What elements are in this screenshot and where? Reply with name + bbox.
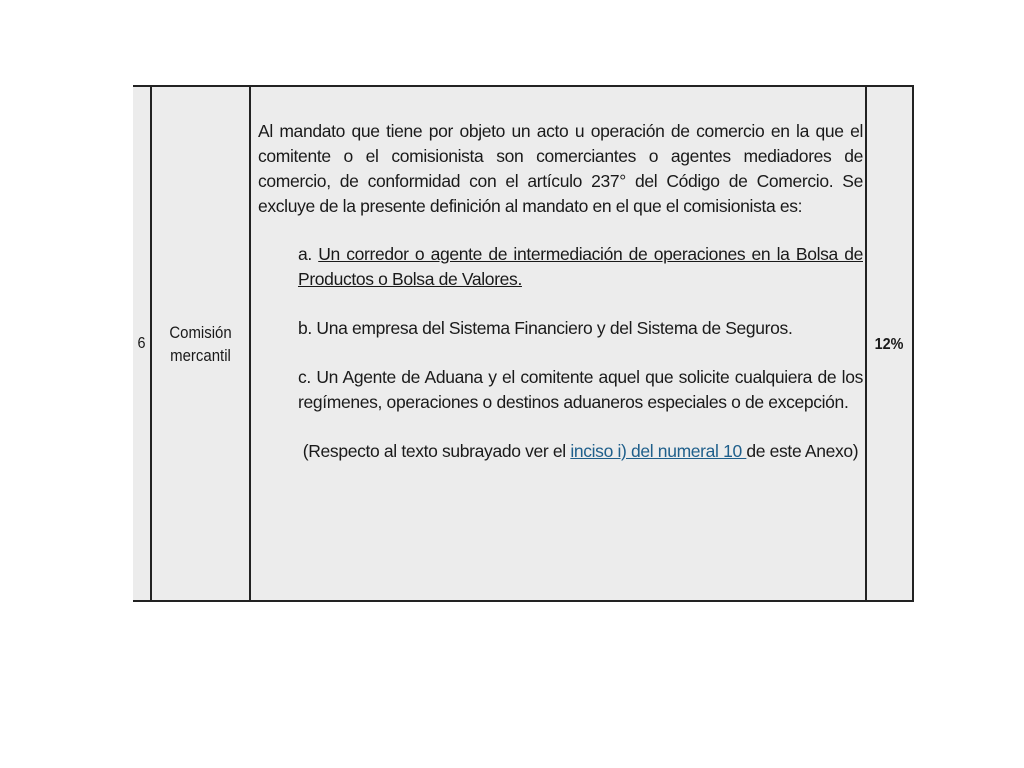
row-number: 6: [137, 334, 146, 352]
description-intro: Al mandato que tiene por objeto un acto u operación de comercio en la que el comitente o el comisionista son comerciantes o agentes mediadores de comercio, de conformidad con el artículo 237° del Código de Comercio. Se excluye de la presente definición al mandato en el que el comisionista es:: [258, 121, 863, 216]
numeral-10-link[interactable]: inciso i) del numeral 10: [570, 441, 747, 461]
item-a-prefix: a.: [298, 244, 319, 264]
exclusion-item-a: [258, 242, 863, 292]
note-text-after: de este Anexo): [746, 441, 859, 461]
description: [258, 119, 863, 482]
rate-cell: [867, 87, 914, 600]
commission-type-cell: [152, 87, 251, 600]
commission-rate: 12%: [875, 335, 904, 353]
description-cell: [251, 87, 867, 600]
commission-type: Comisión mercantil: [169, 322, 232, 365]
commission-table: [133, 85, 914, 602]
exclusion-item-c: c. Un Agente de Aduana y el comitente aquel que solicite cualquiera de los regímenes, operaciones o destinos aduaneros especiales o de excepción.: [298, 367, 863, 412]
reference-note: [258, 439, 863, 464]
note-text-before: (Respecto al texto subrayado ver el: [302, 441, 571, 461]
row-number-cell: [133, 87, 152, 600]
exclusion-item-b: b. Una empresa del Sistema Financiero y del Sistema de Seguros.: [298, 318, 793, 338]
item-a-underlined-text: Un corredor o agente de intermediación de operaciones en la Bolsa de Productos o Bolsa de Valores.: [298, 244, 863, 289]
